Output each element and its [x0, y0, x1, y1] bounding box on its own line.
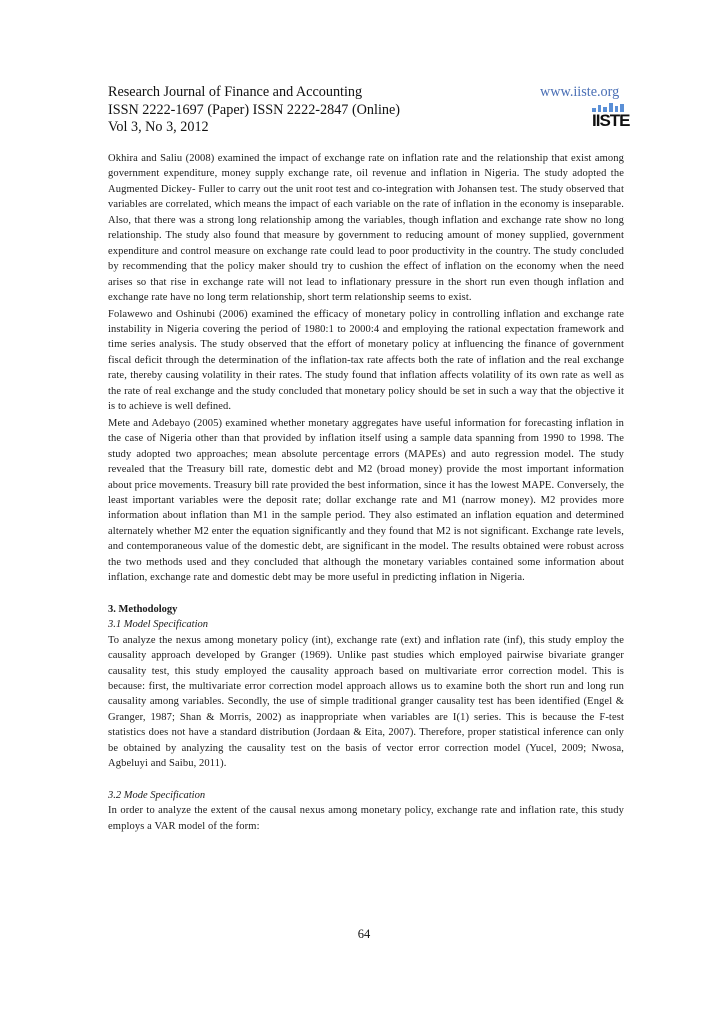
paragraph-mete-adebayo: Mete and Adebayo (2005) examined whether monetary aggregates have useful information for forecasting inflation in the case of Nigeria other than that provided by inflation itself using a sample data spanning from 1990 to 1998. The study adopted two approaches; mean absolute percentage errors (MAPEs) and auto regression model. The study revealed that the Treasury bill rate, domestic debt and M2 (broad money) provide the most important information about price movements. Treasury bill rate provided the best information, since it has the lowest MAPE. Conversely, the least important variables were the deposit rate; dollar exchange rate and M1 (narrow money). M2 provides more information about inflation than M1 in the sample period. They also estimated an inflation equation and determined alternately whether M2 enter the equation significantly and they found that M2 is not significant. Exchange rate levels, and contemporaneous value of the domestic debt, are significant in the model. The results obtained were robust across the two methods used and they concluded that although the monetary variables contained some information about inflation, exchange rate and domestic debt may be more useful in predicting inflation in Nigeria.	[108, 417, 624, 584]
paragraph-folawewo-oshinubi: Folawewo and Oshinubi (2006) examined the efficacy of monetary policy in controlling inflation and exchange rate instability in Nigeria covering the period of 1980:1 to 2000:4 and employing the rational expectation framework and time series analysis. The study observed that the effort of monetary policy at influencing the finance of government fiscal deficit through the determination of the inflation-tax rate affects both the rate of inflation and the real exchange rate, thereby causing volatility in their rates. The study found that inflation affects volatility of its own rate as well as the rate of real exchange and the study concluded that monetary policy should be set in such a way that the objective it is to achieve is well defined.	[108, 308, 624, 413]
journal-url-link[interactable]: www.iiste.org	[540, 84, 620, 100]
paragraph-model-specification: To analyze the nexus among monetary policy (int), exchange rate (ext) and inflation rate (inf), this study employ the causality approach developed by Granger (1969). Unlike past studies which employed pairwise bivariate granger causality test, this study employed the causality approach based on multivariate error correction model. This is because: first, the multivariate error correction model approach allows us to examine both the short run and long run causality among variables. Secondly, the use of simple traditional granger causality test has been identified (Engel & Granger, 1987; Shan & Morris, 2002) as inappropriate when variables are I(1) series. This is because the F-test statistics does not have a standard distribution (Jordaan & Eita, 2007). Therefore, proper statistical inference can only be obtained by analyzing the causality test on the basis of vector error correction model (Yucel, 2009; Nwosa, Agbeluyi and Saibu, 2011).	[108, 634, 624, 770]
subsection-heading-mode-specification: 3.2 Mode Specification	[108, 789, 206, 801]
page-number: 64	[357, 927, 371, 941]
subsection-heading-model-specification: 3.1 Model Specification	[108, 619, 209, 631]
paragraph-mode-specification: In order to analyze the extent of the causal nexus among monetary policy, exchange rate and inflation rate, this study employs a VAR model of the form:	[108, 805, 624, 832]
journal-title: Research Journal of Finance and Accounting	[108, 84, 363, 100]
article-body	[108, 151, 624, 835]
iiste-logo	[592, 103, 630, 131]
journal-issn: ISSN 2222-1697 (Paper) ISSN 2222-2847 (Online)	[108, 101, 401, 118]
logo-text: IISTE	[592, 111, 630, 130]
journal-volume: Vol 3, No 3, 2012	[108, 119, 209, 135]
section-heading-methodology: 3. Methodology	[108, 603, 178, 615]
paragraph-okhira-saliu: Okhira and Saliu (2008) examined the impact of exchange rate on inflation rate and the relationship that exist among government expenditure, money supply exchange rate, oil revenue and inflation in Nigeria. The study adopted the Augmented Dickey- Fuller to carry out the unit root test and co-integration with Johansen test. The study observed that variables are correlated, which means the impact of each variable on the rate of inflation in the economy is inseparable. Also, that there was a strong long relationship among the variables, though inflation and exchange rate show no long relationship. The study also found that measure by government to reducing amount of money supplied, government expenditure and control measure on exchange rate could lead to poor productivity in the country. The study concluded by recommending that the policy maker should try to cushion the effect of inflation on the economy when the need arises so that rise in exchange rate will not lead to inflationary pressure in the short run even though inflation and exchange rate have no long term relationship, short term relationship seems to exist.	[108, 153, 624, 304]
